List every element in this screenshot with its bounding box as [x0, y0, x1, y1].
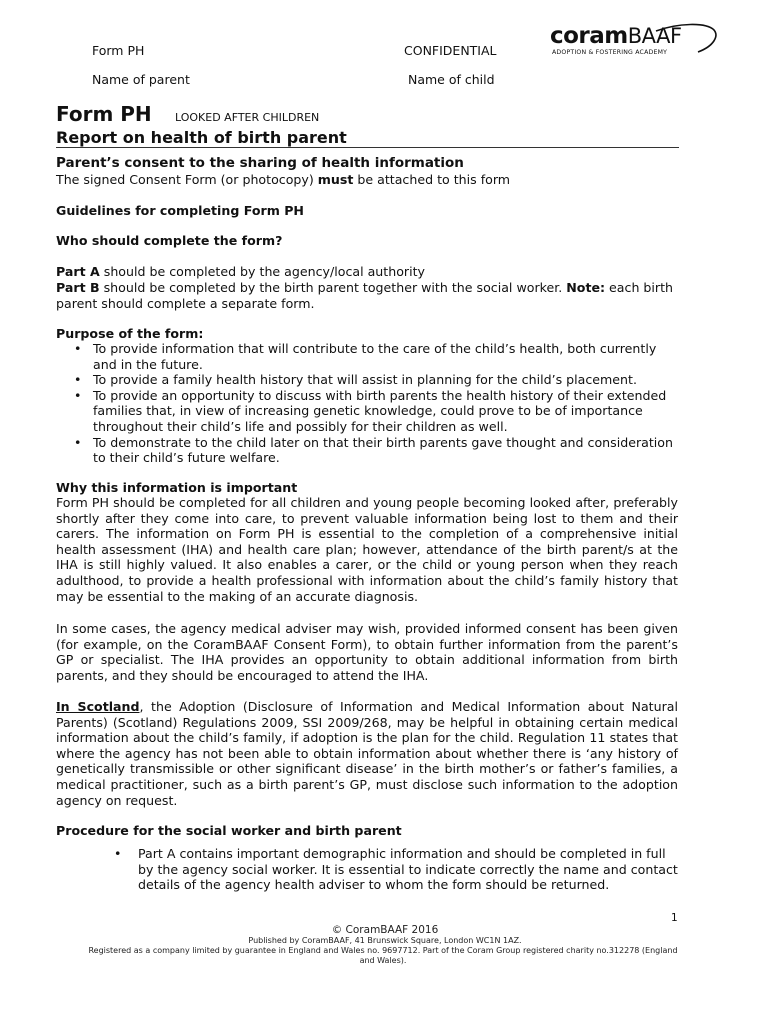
purpose-heading: Purpose of the form: [56, 326, 204, 341]
header-confidential: CONFIDENTIAL [404, 43, 497, 58]
procedure-item-text: Part A contains important demographic information and should be completed in full by the agency social worker. It is essential to indicate correctly the name and contact details of the agency health adviser to whom the form should be returned. [138, 846, 678, 893]
who-heading: Who should complete the form? [56, 233, 283, 248]
procedure-list [56, 846, 678, 893]
note-text: each birth parent should complete a separate form. [56, 280, 674, 311]
part-a-text: should be completed by the agency/local authority [99, 264, 425, 279]
procedure-heading: Procedure for the social worker and birth parent [56, 823, 402, 838]
purpose-item-text: To demonstrate to the child later on that their birth parents gave thought and consideration to their child’s future welfare. [93, 434, 673, 466]
purpose-list [56, 341, 676, 466]
list-item [56, 388, 676, 435]
bullet-icon: • [74, 434, 82, 450]
bullet-icon: • [74, 387, 82, 403]
logo-baaf-text: BAAF [627, 24, 682, 48]
consent-heading: Parent’s consent to the sharing of health information [56, 155, 464, 171]
corambaaf-logo [548, 22, 718, 62]
footer-registered: Registered as a company limited by guarantee in England and Wales no. 9697712. Part of the Coram Group registered charity no.312278 (England and Wales). [88, 946, 678, 965]
why-heading: Why this information is important [56, 480, 298, 495]
part-a-label: Part A [56, 264, 100, 279]
scotland-paragraph [56, 699, 678, 808]
form-title: Form PH [56, 102, 152, 126]
consent-must: must [317, 172, 354, 187]
why-paragraph-2: In some cases, the agency medical adviser may wish, provided informed consent has been given (for example, on the CoramBAAF Consent Form), to obtain further information from the parent’s GP or specialist. The IHA provides an opportunity to obtain additional information from birth parents, and they should be encouraged to attend the IHA. [56, 621, 678, 683]
why-paragraph-1: Form PH should be completed for all children and young people becoming looked after, preferably shortly after they come into care, to prevent valuable information being lost to them and their carers. The information on Form PH is essential to the completion of a comprehensive initial health assessment (IHA) and health care plan; however, attendance of the birth parent/s at the IHA is still highly valued. It also enables a carer, or the child or young person when they reach adulthood, to provide a health professional with information about the child’s family history that may be essential to the making of an accurate diagnosis. [56, 495, 678, 604]
purpose-item-text: To provide a family health history that will assist in planning for the child’s placement. [93, 372, 637, 388]
scotland-label: In Scotland [56, 699, 140, 714]
header-form-label: Form PH [92, 43, 145, 58]
bullet-icon: • [74, 341, 82, 356]
logo-subtitle: ADOPTION & FOSTERING ACADEMY [552, 49, 668, 56]
form-subtitle-small: LOOKED AFTER CHILDREN [175, 111, 320, 124]
note-label: Note: [566, 280, 606, 295]
purpose-item-text: To provide information that will contribute to the care of the child’s health, both currently and in the future. [93, 341, 657, 372]
list-item [56, 435, 676, 466]
consent-line [56, 172, 510, 188]
guidelines-heading: Guidelines for completing Form PH [56, 203, 304, 218]
report-title: Report on health of birth parent [56, 128, 347, 147]
header-name-of-child: Name of child [408, 72, 495, 87]
consent-line-pre: The signed Consent Form (or photocopy) [56, 172, 318, 187]
bullet-icon: • [114, 846, 122, 861]
list-item [56, 846, 678, 893]
purpose-item-text: To provide an opportunity to discuss with birth parents the health history of their extended families that, in view of increasing genetic knowledge, could prove to be of importance throughout their child’s life and possibly for their children as well. [93, 387, 667, 434]
scotland-text: , the Adoption (Disclosure of Information and Medical Information about Natural Parents) (Scotland) Regulations 2009, SSI 2009/268, may be helpful in obtaining certain medical information about the child’s family, if adoption is the plan for the child. Regulation 11 states that where the agency has not been able to obtain information about whether there is ‘any history of genetically transmissible or other significant disease’ in the birth mother’s or father’s families, a medical practitioner, such as a birth parent’s GP, must disclose such information to the adoption agency on request. [56, 699, 678, 808]
part-b-paragraph [56, 280, 676, 311]
title-divider [56, 147, 679, 148]
footer-copyright: © CoramBAAF 2016 [331, 924, 439, 936]
bullet-icon: • [74, 372, 82, 388]
consent-line-post: be attached to this form [353, 172, 511, 187]
part-b-text: should be completed by the birth parent together with the social worker. [99, 280, 567, 295]
list-item [56, 341, 676, 372]
header-name-of-parent: Name of parent [92, 72, 190, 87]
part-a-line [56, 264, 676, 280]
part-b-label: Part B [56, 280, 100, 295]
page-number: 1 [671, 912, 678, 924]
list-item [56, 372, 676, 388]
footer-published: Published by CoramBAAF, 41 Brunswick Square, London WC1N 1AZ. [248, 936, 522, 945]
logo-coram-text: coram [550, 23, 628, 49]
